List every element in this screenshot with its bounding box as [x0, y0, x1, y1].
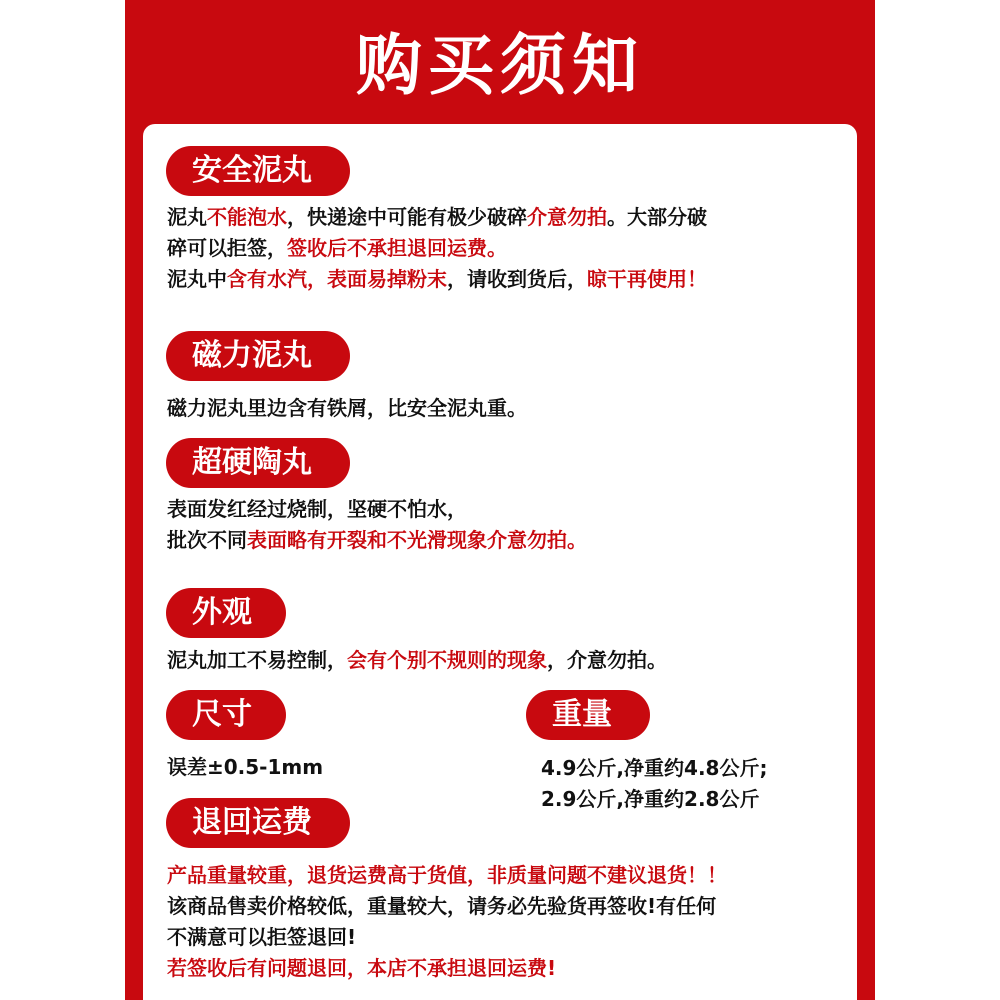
- heading-weight: 重量: [526, 690, 650, 740]
- hard-ceramic-line-2: 批次不同表面略有开裂和不光滑现象介意勿拍。: [167, 528, 587, 552]
- safe-clay-line-2: 碎可以拒签，签收后不承担退回运费。: [167, 236, 507, 260]
- page-title: 购买须知: [356, 27, 644, 104]
- hard-ceramic-line-1: 表面发红经过烧制，坚硬不怕水，: [167, 497, 467, 521]
- safe-clay-line-1: 泥丸不能泡水，快递途中可能有极少破碎介意勿拍。大部分破: [167, 205, 707, 229]
- return-line-2: 该商品售卖价格较低，重量较大，请务必先验货再签收!有任何: [167, 894, 717, 918]
- notice-card: [143, 124, 857, 1000]
- weight-line-2: 2.9公斤,净重约2.8公斤: [541, 787, 760, 811]
- safe-clay-line-3: 泥丸中含有水汽，表面易掉粉末，请收到货后，晾干再使用！: [167, 267, 707, 291]
- poster-frame: [125, 0, 875, 1000]
- size-tolerance: 误差±0.5-1mm: [167, 755, 324, 779]
- return-line-3: 不满意可以拒签退回!: [167, 925, 357, 949]
- heading-size: 尺寸: [166, 690, 286, 740]
- heading-hard-ceramic: 超硬陶丸: [166, 438, 350, 488]
- weight-line-1: 4.9公斤,净重约4.8公斤;: [541, 756, 768, 780]
- heading-return-shipping: 退回运费: [166, 798, 350, 848]
- return-line-1: 产品重量较重，退货运费高于货值，非质量问题不建议退货！！: [167, 863, 727, 887]
- return-line-4: 若签收后有问题退回，本店不承担退回运费!: [167, 956, 557, 980]
- heading-magnetic-clay: 磁力泥丸: [166, 331, 350, 381]
- magnetic-clay-line-1: 磁力泥丸里边含有铁屑，比安全泥丸重。: [167, 396, 527, 420]
- heading-appearance: 外观: [166, 588, 286, 638]
- appearance-line-1: 泥丸加工不易控制，会有个别不规则的现象，介意勿拍。: [167, 648, 667, 672]
- heading-safe-clay: 安全泥丸: [166, 146, 350, 196]
